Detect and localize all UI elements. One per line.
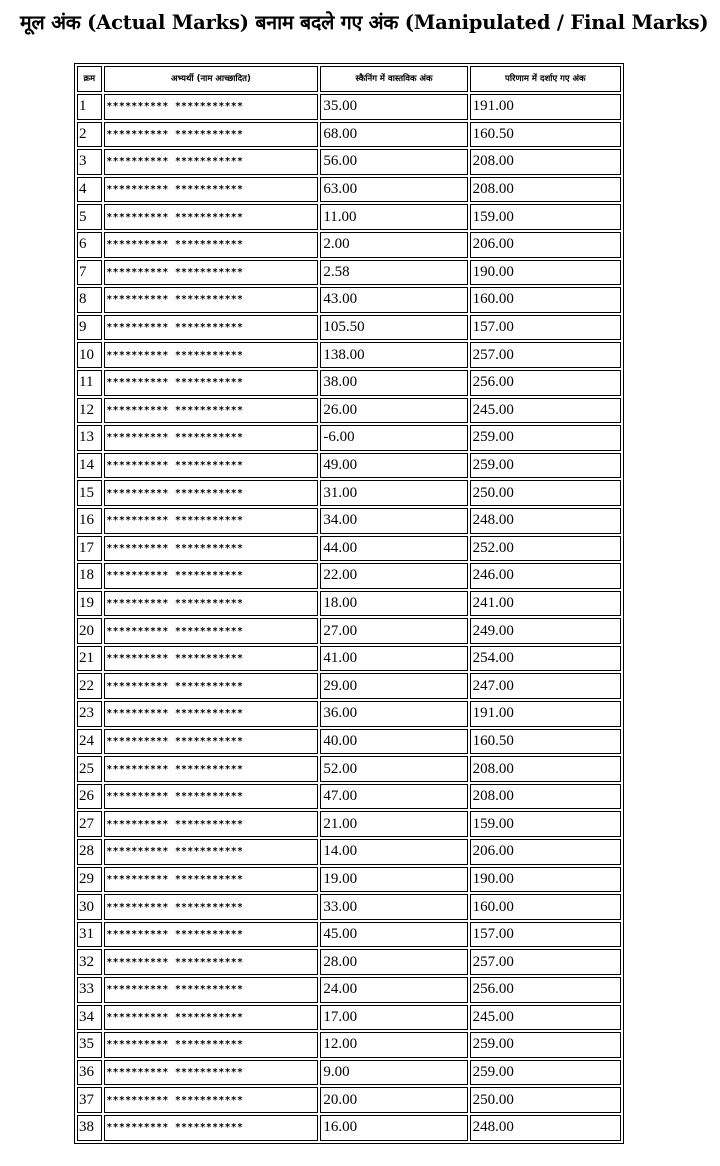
serial-cell: 31 xyxy=(77,922,102,948)
serial-cell: 20 xyxy=(77,618,102,644)
candidate-name-cell: ********** *********** xyxy=(104,618,319,644)
actual-marks-cell: 12.00 xyxy=(320,1032,467,1058)
candidate-name-cell: ********** *********** xyxy=(104,260,319,286)
table-row xyxy=(77,425,621,451)
candidate-name-cell: ********** *********** xyxy=(104,149,319,175)
candidate-name-cell: ********** *********** xyxy=(104,204,319,230)
table-row xyxy=(77,480,621,506)
table-row xyxy=(77,894,621,920)
actual-marks-cell: 2.58 xyxy=(320,260,467,286)
table-body xyxy=(77,94,621,1141)
final-marks-cell: 159.00 xyxy=(470,811,621,837)
serial-cell: 8 xyxy=(77,287,102,313)
serial-cell: 10 xyxy=(77,342,102,368)
actual-marks-cell: 36.00 xyxy=(320,701,467,727)
marks-table xyxy=(74,63,624,1144)
table-row xyxy=(77,811,621,837)
table-row xyxy=(77,204,621,230)
final-marks-cell: 259.00 xyxy=(470,1032,621,1058)
serial-cell: 24 xyxy=(77,729,102,755)
serial-cell: 3 xyxy=(77,149,102,175)
table-row xyxy=(77,591,621,617)
actual-marks-cell: 11.00 xyxy=(320,204,467,230)
actual-marks-cell: 38.00 xyxy=(320,370,467,396)
serial-cell: 26 xyxy=(77,784,102,810)
final-marks-cell: 206.00 xyxy=(470,839,621,865)
candidate-name-cell: ********** *********** xyxy=(104,425,319,451)
final-marks-cell: 160.00 xyxy=(470,894,621,920)
final-marks-cell: 259.00 xyxy=(470,1060,621,1086)
candidate-name-cell: ********** *********** xyxy=(104,646,319,672)
final-marks-cell: 157.00 xyxy=(470,922,621,948)
actual-marks-cell: 27.00 xyxy=(320,618,467,644)
final-marks-cell: 241.00 xyxy=(470,591,621,617)
final-marks-cell: 245.00 xyxy=(470,398,621,424)
actual-marks-cell: 29.00 xyxy=(320,673,467,699)
final-marks-cell: 208.00 xyxy=(470,756,621,782)
candidate-name-cell: ********** *********** xyxy=(104,177,319,203)
candidate-name-cell: ********** *********** xyxy=(104,508,319,534)
candidate-name-cell: ********** *********** xyxy=(104,370,319,396)
actual-marks-cell: 9.00 xyxy=(320,1060,467,1086)
candidate-name-cell: ********** *********** xyxy=(104,1087,319,1113)
serial-cell: 34 xyxy=(77,1005,102,1031)
table-row xyxy=(77,839,621,865)
final-marks-cell: 160.50 xyxy=(470,122,621,148)
candidate-name-cell: ********** *********** xyxy=(104,453,319,479)
candidate-name-cell: ********** *********** xyxy=(104,701,319,727)
serial-cell: 7 xyxy=(77,260,102,286)
candidate-name-cell: ********** *********** xyxy=(104,729,319,755)
serial-cell: 5 xyxy=(77,204,102,230)
serial-cell: 18 xyxy=(77,563,102,589)
table-row xyxy=(77,398,621,424)
actual-marks-cell: 44.00 xyxy=(320,536,467,562)
table-row xyxy=(77,342,621,368)
candidate-name-cell: ********** *********** xyxy=(104,756,319,782)
serial-cell: 14 xyxy=(77,453,102,479)
final-marks-cell: 191.00 xyxy=(470,94,621,120)
final-marks-cell: 257.00 xyxy=(470,949,621,975)
table-row xyxy=(77,977,621,1003)
serial-cell: 16 xyxy=(77,508,102,534)
table-row xyxy=(77,729,621,755)
final-marks-cell: 190.00 xyxy=(470,260,621,286)
final-marks-cell: 191.00 xyxy=(470,701,621,727)
actual-marks-cell: 138.00 xyxy=(320,342,467,368)
serial-cell: 15 xyxy=(77,480,102,506)
final-marks-cell: 246.00 xyxy=(470,563,621,589)
final-marks-cell: 250.00 xyxy=(470,1087,621,1113)
serial-cell: 38 xyxy=(77,1115,102,1141)
header-final-marks: परिणाम में दर्शाए गए अंक xyxy=(470,66,621,92)
candidate-name-cell: ********** *********** xyxy=(104,563,319,589)
table-row xyxy=(77,618,621,644)
candidate-name-cell: ********** *********** xyxy=(104,591,319,617)
serial-cell: 23 xyxy=(77,701,102,727)
table-row xyxy=(77,536,621,562)
table-row xyxy=(77,1032,621,1058)
page-title: मूल अंक (Actual Marks) बनाम बदले गए अंक (Manipulated / Final Marks) xyxy=(20,11,709,34)
serial-cell: 4 xyxy=(77,177,102,203)
table-row xyxy=(77,1115,621,1141)
actual-marks-cell: 47.00 xyxy=(320,784,467,810)
actual-marks-cell: 35.00 xyxy=(320,94,467,120)
actual-marks-cell: 18.00 xyxy=(320,591,467,617)
actual-marks-cell: -6.00 xyxy=(320,425,467,451)
candidate-name-cell: ********** *********** xyxy=(104,977,319,1003)
serial-cell: 29 xyxy=(77,867,102,893)
table-row xyxy=(77,1005,621,1031)
final-marks-cell: 206.00 xyxy=(470,232,621,258)
candidate-name-cell: ********** *********** xyxy=(104,94,319,120)
candidate-name-cell: ********** *********** xyxy=(104,867,319,893)
candidate-name-cell: ********** *********** xyxy=(104,784,319,810)
serial-cell: 9 xyxy=(77,315,102,341)
serial-cell: 12 xyxy=(77,398,102,424)
actual-marks-cell: 17.00 xyxy=(320,1005,467,1031)
table-row xyxy=(77,177,621,203)
table-row xyxy=(77,453,621,479)
table-row xyxy=(77,1087,621,1113)
candidate-name-cell: ********** *********** xyxy=(104,122,319,148)
table-row xyxy=(77,922,621,948)
table-row xyxy=(77,784,621,810)
final-marks-cell: 245.00 xyxy=(470,1005,621,1031)
actual-marks-cell: 22.00 xyxy=(320,563,467,589)
final-marks-cell: 259.00 xyxy=(470,453,621,479)
final-marks-cell: 248.00 xyxy=(470,1115,621,1141)
final-marks-cell: 190.00 xyxy=(470,867,621,893)
candidate-name-cell: ********** *********** xyxy=(104,536,319,562)
actual-marks-cell: 105.50 xyxy=(320,315,467,341)
table-row xyxy=(77,370,621,396)
serial-cell: 11 xyxy=(77,370,102,396)
candidate-name-cell: ********** *********** xyxy=(104,398,319,424)
candidate-name-cell: ********** *********** xyxy=(104,922,319,948)
final-marks-cell: 252.00 xyxy=(470,536,621,562)
actual-marks-cell: 28.00 xyxy=(320,949,467,975)
table-row xyxy=(77,701,621,727)
final-marks-cell: 259.00 xyxy=(470,425,621,451)
table-row xyxy=(77,149,621,175)
table-row xyxy=(77,563,621,589)
actual-marks-cell: 68.00 xyxy=(320,122,467,148)
serial-cell: 37 xyxy=(77,1087,102,1113)
candidate-name-cell: ********** *********** xyxy=(104,315,319,341)
final-marks-cell: 160.00 xyxy=(470,287,621,313)
serial-cell: 32 xyxy=(77,949,102,975)
candidate-name-cell: ********** *********** xyxy=(104,1032,319,1058)
candidate-name-cell: ********** *********** xyxy=(104,1115,319,1141)
table-row xyxy=(77,260,621,286)
table-row xyxy=(77,673,621,699)
serial-cell: 36 xyxy=(77,1060,102,1086)
table-row xyxy=(77,1060,621,1086)
candidate-name-cell: ********** *********** xyxy=(104,673,319,699)
final-marks-cell: 256.00 xyxy=(470,370,621,396)
header-actual-marks: स्कैनिंग में वास्तविक अंक xyxy=(320,66,467,92)
actual-marks-cell: 26.00 xyxy=(320,398,467,424)
serial-cell: 6 xyxy=(77,232,102,258)
table-row xyxy=(77,949,621,975)
final-marks-cell: 257.00 xyxy=(470,342,621,368)
actual-marks-cell: 31.00 xyxy=(320,480,467,506)
actual-marks-cell: 45.00 xyxy=(320,922,467,948)
table-row xyxy=(77,867,621,893)
candidate-name-cell: ********** *********** xyxy=(104,287,319,313)
table-row xyxy=(77,756,621,782)
final-marks-cell: 247.00 xyxy=(470,673,621,699)
actual-marks-cell: 34.00 xyxy=(320,508,467,534)
candidate-name-cell: ********** *********** xyxy=(104,1005,319,1031)
serial-cell: 2 xyxy=(77,122,102,148)
serial-cell: 17 xyxy=(77,536,102,562)
table-row xyxy=(77,94,621,120)
actual-marks-cell: 24.00 xyxy=(320,977,467,1003)
serial-cell: 25 xyxy=(77,756,102,782)
header-serial: क्रम xyxy=(77,66,102,92)
final-marks-cell: 250.00 xyxy=(470,480,621,506)
table-row xyxy=(77,646,621,672)
table-row xyxy=(77,315,621,341)
header-candidate: अभ्यर्थी (नाम आच्छादित) xyxy=(104,66,319,92)
serial-cell: 1 xyxy=(77,94,102,120)
candidate-name-cell: ********** *********** xyxy=(104,480,319,506)
candidate-name-cell: ********** *********** xyxy=(104,894,319,920)
table-row xyxy=(77,122,621,148)
serial-cell: 27 xyxy=(77,811,102,837)
actual-marks-cell: 2.00 xyxy=(320,232,467,258)
final-marks-cell: 249.00 xyxy=(470,618,621,644)
final-marks-cell: 208.00 xyxy=(470,784,621,810)
candidate-name-cell: ********** *********** xyxy=(104,949,319,975)
candidate-name-cell: ********** *********** xyxy=(104,1060,319,1086)
candidate-name-cell: ********** *********** xyxy=(104,232,319,258)
serial-cell: 21 xyxy=(77,646,102,672)
final-marks-cell: 256.00 xyxy=(470,977,621,1003)
actual-marks-cell: 49.00 xyxy=(320,453,467,479)
final-marks-cell: 254.00 xyxy=(470,646,621,672)
candidate-name-cell: ********** *********** xyxy=(104,811,319,837)
table-row xyxy=(77,287,621,313)
actual-marks-cell: 43.00 xyxy=(320,287,467,313)
actual-marks-cell: 33.00 xyxy=(320,894,467,920)
final-marks-cell: 208.00 xyxy=(470,149,621,175)
actual-marks-cell: 41.00 xyxy=(320,646,467,672)
serial-cell: 22 xyxy=(77,673,102,699)
actual-marks-cell: 40.00 xyxy=(320,729,467,755)
serial-cell: 13 xyxy=(77,425,102,451)
actual-marks-cell: 19.00 xyxy=(320,867,467,893)
actual-marks-cell: 16.00 xyxy=(320,1115,467,1141)
final-marks-cell: 159.00 xyxy=(470,204,621,230)
final-marks-cell: 160.50 xyxy=(470,729,621,755)
actual-marks-cell: 21.00 xyxy=(320,811,467,837)
actual-marks-cell: 20.00 xyxy=(320,1087,467,1113)
serial-cell: 30 xyxy=(77,894,102,920)
table-row xyxy=(77,232,621,258)
actual-marks-cell: 14.00 xyxy=(320,839,467,865)
final-marks-cell: 248.00 xyxy=(470,508,621,534)
table-row xyxy=(77,508,621,534)
actual-marks-cell: 63.00 xyxy=(320,177,467,203)
serial-cell: 35 xyxy=(77,1032,102,1058)
actual-marks-cell: 56.00 xyxy=(320,149,467,175)
serial-cell: 28 xyxy=(77,839,102,865)
serial-cell: 33 xyxy=(77,977,102,1003)
candidate-name-cell: ********** *********** xyxy=(104,342,319,368)
serial-cell: 19 xyxy=(77,591,102,617)
actual-marks-cell: 52.00 xyxy=(320,756,467,782)
final-marks-cell: 208.00 xyxy=(470,177,621,203)
table-header-row xyxy=(77,66,621,92)
final-marks-cell: 157.00 xyxy=(470,315,621,341)
candidate-name-cell: ********** *********** xyxy=(104,839,319,865)
